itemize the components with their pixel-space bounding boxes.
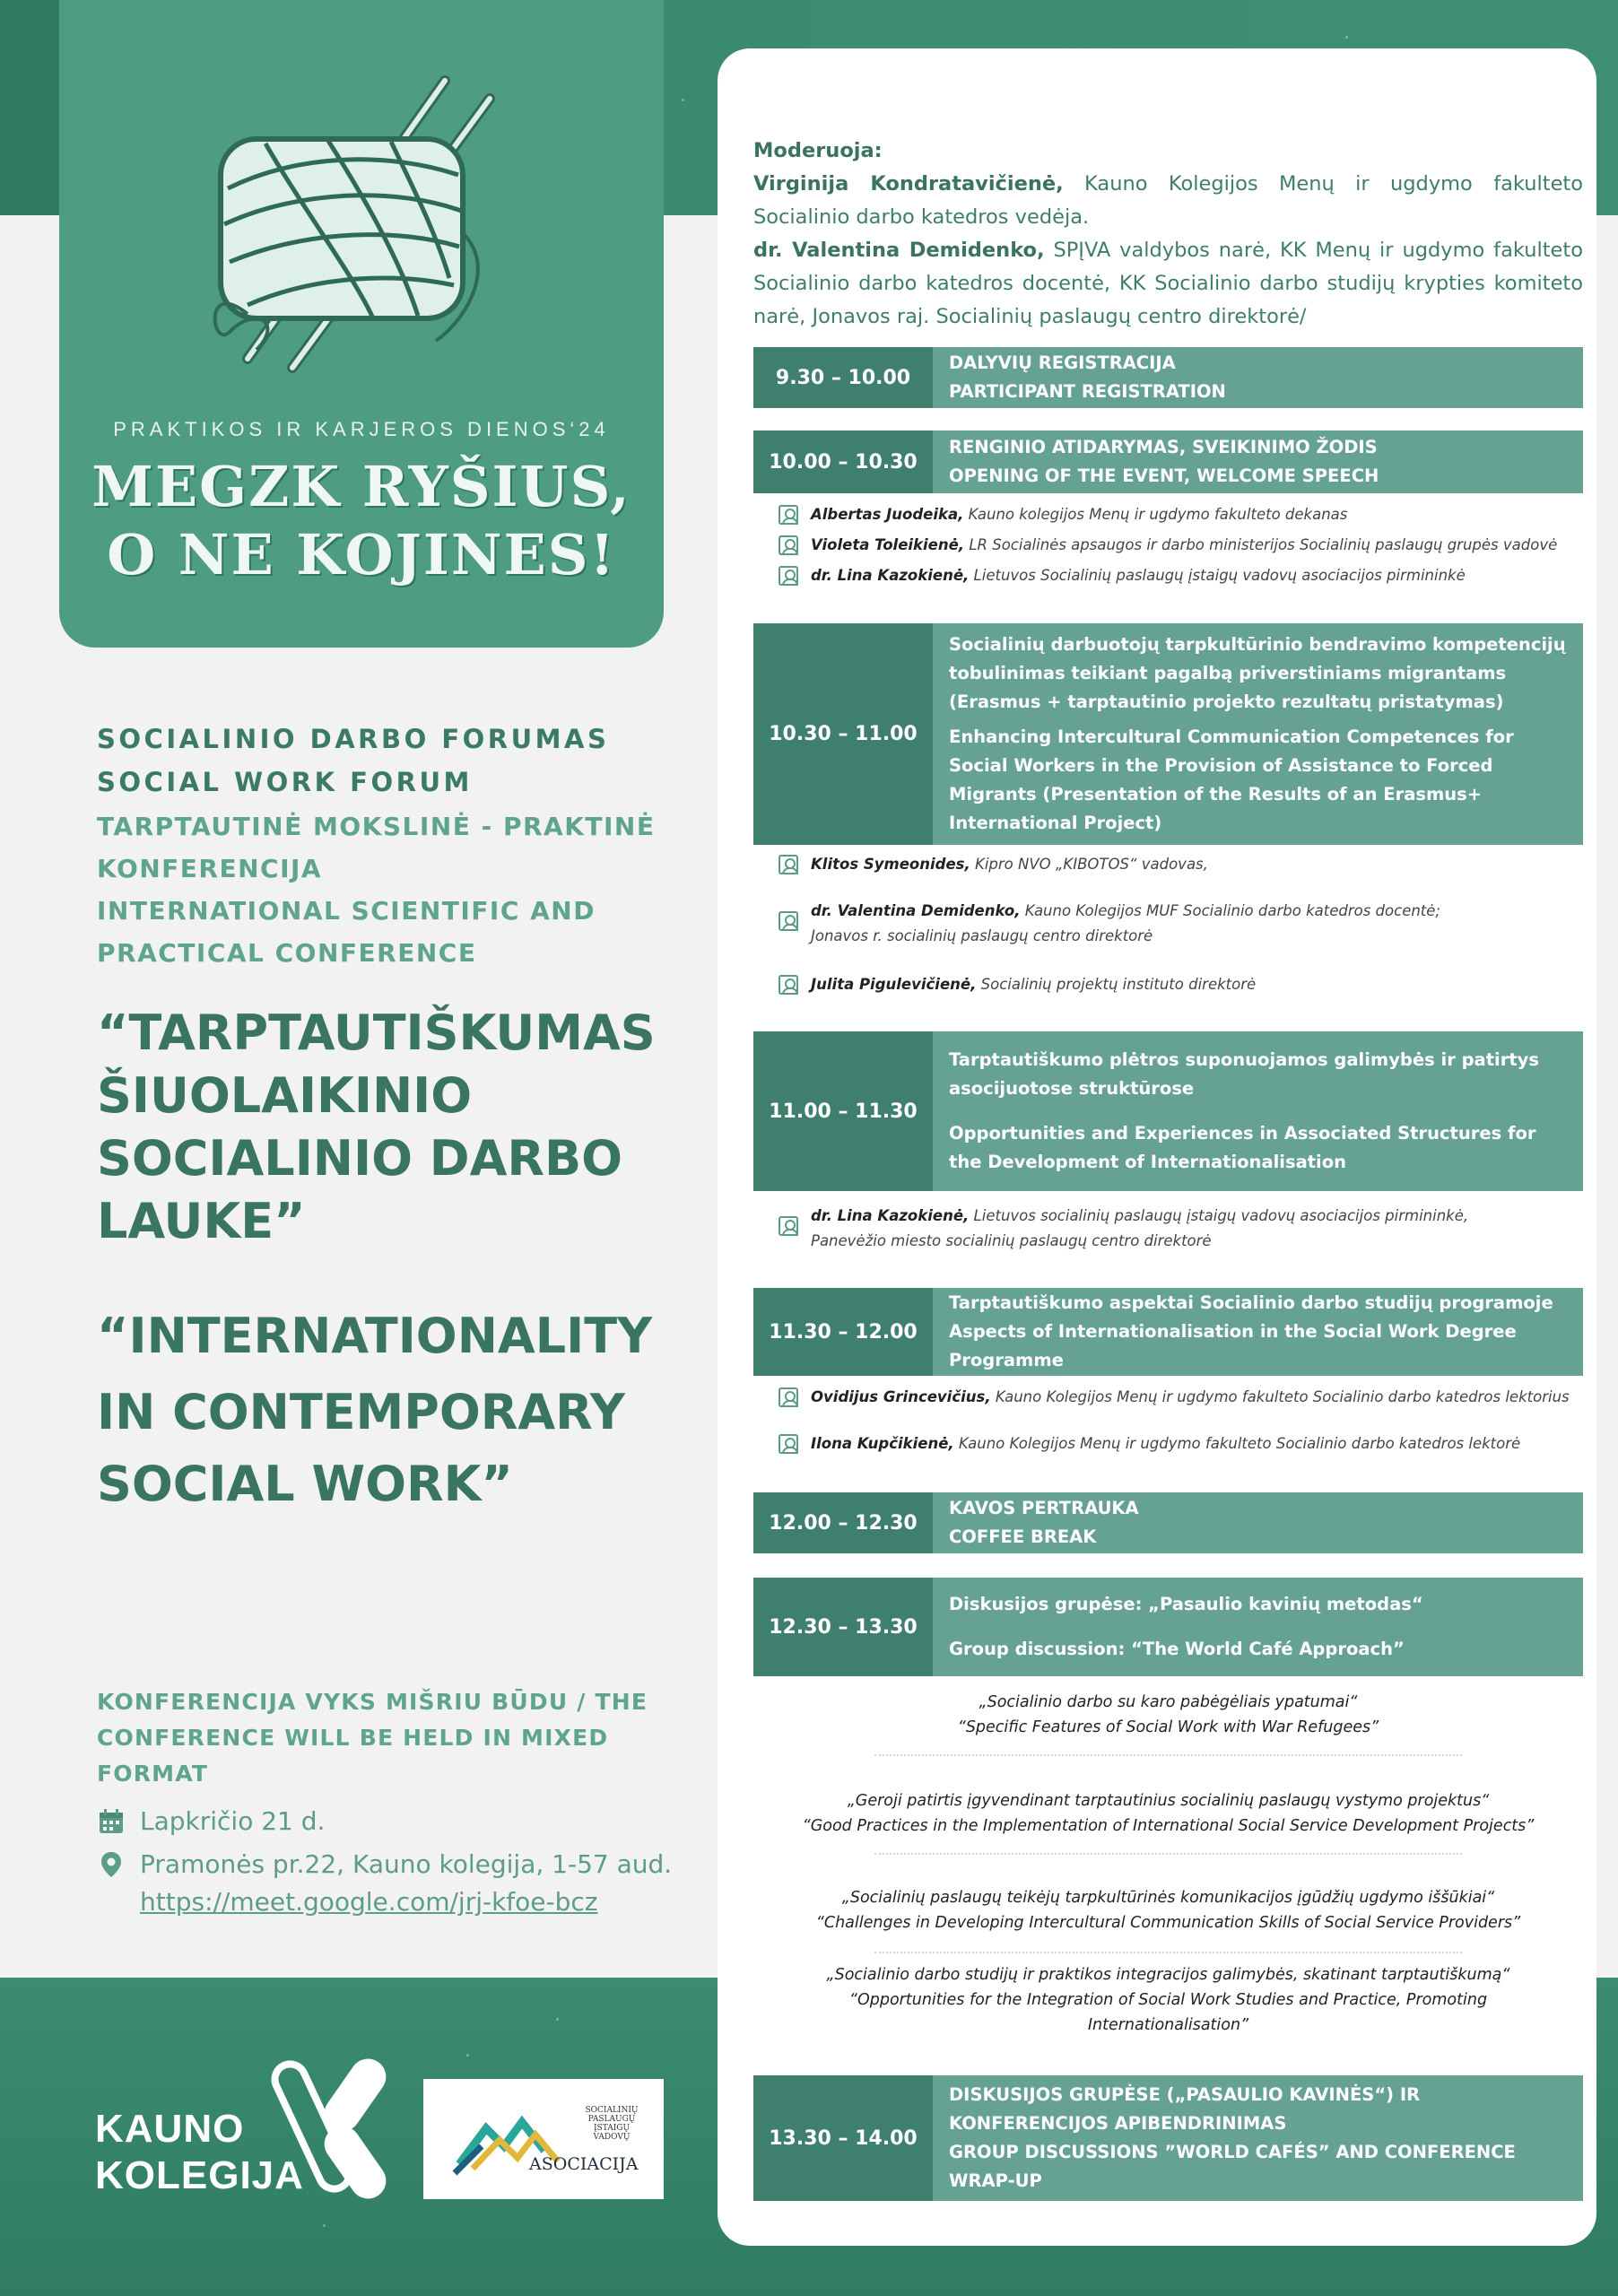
format-line: FORMAT (97, 1761, 209, 1787)
topic-line: SOCIALINIO DARBO (97, 1130, 623, 1187)
speaker-role: LR Socialinės apsaugos ir darbo ministerijos Socialinių paslaugų grupės vadovė (964, 536, 1558, 553)
speaker-role: Kauno Kolegijos Menų ir ugdymo fakulteto Socialinio darbo katedros lektorė (953, 1435, 1521, 1452)
speaker-name: dr. Valentina Demidenko, (811, 902, 1021, 919)
association-name: ASOCIACIJA (529, 2154, 639, 2174)
dotted-separator (874, 1754, 1462, 1756)
program-slot (753, 1031, 1583, 1191)
sparkle-dot (556, 2018, 559, 2021)
slot-title-lt: Tarptautiškumo plėtros suponuojamos galimybės ir patirtys asocijuotose struktūrose (949, 1049, 1539, 1099)
slot-body (933, 1578, 1583, 1676)
location-pin-icon (97, 1850, 126, 1879)
speaker-name: Julita Pigulevičienė, (811, 976, 977, 993)
conference-topic-lt (97, 1002, 671, 1253)
forum-title-lt: SOCIALINIO DARBO FORUMAS (97, 724, 610, 754)
dotted-separator (874, 1952, 1462, 1953)
speaker-name: Albertas Juodeika, (811, 506, 964, 523)
slot-title-en: COFFEE BREAK (949, 1526, 1097, 1547)
speaker-role: Kauno kolegijos Menų ir ugdymo fakulteto dekanas (963, 506, 1348, 523)
slot-title-lt: DALYVIŲ REGISTRACIJA (949, 352, 1176, 373)
speaker-item (779, 899, 1496, 949)
association-logo (423, 2079, 664, 2199)
speaker-role: Lietuvos Socialinių paslaugų įstaigų vadovų asociacijos pirmininkė (969, 567, 1466, 584)
kk-logo-line: KOLEGIJA (95, 2153, 304, 2197)
speaker-item (779, 1385, 1577, 1410)
slot-title-en: OPENING OF THE EVENT, WELCOME SPEECH (949, 465, 1379, 486)
slot-time: 11.00 – 11.30 (753, 1031, 933, 1191)
slogan-line: O NE KOJINES! (107, 522, 616, 587)
topic-line: LAUKE” (97, 1193, 306, 1249)
person-icon (779, 566, 798, 586)
slot-title-en: Opportunities and Experiences in Associated Structures for the Development of Internationalisation (949, 1123, 1536, 1172)
format-line: KONFERENCIJA VYKS MIŠRIU BŪDU / THE (97, 1689, 648, 1715)
speaker-role: Socialinių projektų instituto direktorė (976, 976, 1257, 993)
topic-lt: „Socialinio darbo studijų ir praktikos integracijos galimybės, skatinant tarptautiškumą“ (826, 1966, 1510, 1984)
slot-title-en: PARTICIPANT REGISTRATION (949, 381, 1226, 402)
program-slot (753, 430, 1583, 493)
program-slot (753, 623, 1583, 845)
slot-body (933, 1492, 1583, 1553)
moderators-heading: Moderuoja: (753, 139, 883, 162)
topic-en: “Good Practices in the Implementation of International Social Service Development Projects” (802, 1817, 1535, 1835)
slot-title-lt: Tarptautiškumo aspektai Socialinio darbo studijų programoje (949, 1292, 1553, 1313)
slot-body (933, 1031, 1583, 1191)
speaker-name: Ovidijus Grincevičius, (811, 1388, 991, 1405)
discussion-topic (753, 1885, 1583, 1935)
topic-line: IN CONTEMPORARY (97, 1384, 625, 1440)
person-icon (779, 975, 798, 995)
discussion-topic (753, 1690, 1583, 1740)
conference-type (97, 805, 671, 974)
slot-time: 11.30 – 12.00 (753, 1288, 933, 1376)
slot-body (933, 430, 1583, 493)
conference-format (97, 1684, 671, 1792)
slot-time: 12.00 – 12.30 (753, 1492, 933, 1553)
topic-en: “Opportunities for the Integration of Social Work Studies and Practice, Promoting (848, 1991, 1488, 2009)
discussion-topic (753, 1788, 1583, 1839)
slot-title-lt: DISKUSIJOS GRUPĖSE („PASAULIO KAVINĖS“) IR KONFERENCIJOS APIBENDRINIMAS (949, 2084, 1421, 2134)
calendar-icon (97, 1807, 126, 1836)
kk-logo-line: KAUNO (95, 2107, 245, 2151)
speaker-role: Kauno Kolegijos MUF Socialinio darbo katedros docentė; Jonavos r. socialinių paslaugų centro direktorė (811, 902, 1440, 944)
discussion-topic (753, 1962, 1583, 2038)
sparkle-dot (682, 99, 684, 101)
topic-lt: „Socialinio darbo su karo pabėgėliais ypatumai“ (979, 1693, 1358, 1711)
person-icon (779, 1387, 798, 1407)
person-icon (779, 1434, 798, 1454)
sparkle-dot (1345, 36, 1348, 39)
topic-line: SOCIAL WORK” (97, 1456, 513, 1512)
event-series-title: PRAKTIKOS IR KARJEROS DIENOS‘24 (113, 418, 610, 440)
slot-body (933, 623, 1583, 845)
program-slot (753, 1492, 1583, 1553)
google-meet-link[interactable]: https://meet.google.com/jrj-kfoe-bcz (140, 1887, 598, 1917)
speaker-role: Lietuvos socialinių paslaugų įstaigų vadovų asociacijos pirmininkė, Panevėžio miesto socialinių paslaugų centro direktorė (811, 1207, 1469, 1249)
topic-en: “Specific Features of Social Work with War Refugees” (957, 1718, 1379, 1736)
slot-title-lt: RENGINIO ATIDARYMAS, SVEIKINIMO ŽODIS (949, 437, 1378, 457)
moderator-name: Virginija Kondratavičienė, (753, 172, 1064, 196)
speaker-item (779, 1204, 1523, 1254)
speaker-name: dr. Lina Kazokienė, (811, 1207, 970, 1224)
slot-title-en: Group discussion: “The World Café Approach” (949, 1639, 1405, 1659)
speaker-item (779, 972, 1577, 997)
format-line: CONFERENCE WILL BE HELD IN MIXED (97, 1725, 609, 1751)
speaker-name: Ilona Kupčikienė, (811, 1435, 954, 1452)
event-location: Pramonės pr.22, Kauno kolegija, 1-57 aud. (140, 1849, 673, 1879)
yarn-ball-knitting-needles-icon (194, 54, 535, 395)
slot-title-lt: KAVOS PERTRAUKA (949, 1498, 1139, 1518)
kk-logo-text (95, 2106, 304, 2199)
program-slot (753, 2075, 1583, 2201)
person-icon (779, 911, 798, 931)
speaker-name: dr. Lina Kazokienė, (811, 567, 970, 584)
slot-title-en: GROUP DISCUSSIONS ”WORLD CAFÉS” AND CONFERENCE WRAP-UP (949, 2142, 1516, 2191)
program-slot (753, 347, 1583, 408)
program-slot (753, 1288, 1583, 1376)
program-panel (718, 48, 1596, 2246)
slot-time: 13.30 – 14.00 (753, 2075, 933, 2201)
slot-body (933, 347, 1583, 408)
date-row (97, 1806, 325, 1836)
person-icon (779, 855, 798, 874)
speaker-item (779, 533, 1577, 558)
speaker-item (779, 563, 1577, 588)
association-text-line: SOCIALINIŲ (585, 2106, 639, 2115)
topic-lt: „Socialinių paslaugų teikėjų tarpkultūrinės komunikacijos įgūdžių ugdymo iššūkiai“ (841, 1889, 1495, 1907)
speaker-role: Kipro NVO „KIBOTOS“ vadovas, (970, 856, 1208, 873)
slot-title-lt: Socialinių darbuotojų tarpkultūrinio bendravimo kompetencijų tobulinimas teikiant pagalbą priverstiniams migrantams (Erasmus + tarptautinio projekto rezultatų pristatymas) (949, 634, 1566, 712)
association-text-line: PASLAUGŲ (587, 2115, 636, 2124)
slot-body (933, 2075, 1583, 2201)
topic-en: “Challenges in Developing Intercultural Communication Skills of Social Service Providers” (815, 1914, 1521, 1932)
event-date: Lapkričio 21 d. (140, 1806, 326, 1836)
slot-title-lt: Diskusijos grupėse: „Pasaulio kavinių metodas“ (949, 1594, 1423, 1614)
speaker-item (779, 502, 1577, 527)
forum-title-en: SOCIAL WORK FORUM (97, 767, 473, 797)
header-card (59, 0, 664, 648)
slot-time: 12.30 – 13.30 (753, 1578, 933, 1676)
sparkle-dot (323, 2224, 326, 2227)
moderator-name: dr. Valentina Demidenko, (753, 239, 1045, 262)
person-icon (779, 535, 798, 555)
slot-time: 10.00 – 10.30 (753, 430, 933, 493)
association-text-line: ĮSTAIGŲ (593, 2124, 631, 2133)
slogan-line: MEGZK RYŠIUS, (91, 454, 631, 519)
topic-lt: „Geroji patirtis įgyvendinant tarptautinius socialinių paslaugų vystymo projektus“ (847, 1792, 1490, 1810)
association-small-text (567, 2106, 657, 2142)
conference-type-line: KONFERENCIJA (97, 854, 323, 883)
slot-title-en: Enhancing Intercultural Communication Competences for Social Workers in the Provision of Assistance to Forced Migrants (Presentation of the Results of an Erasmus+ International Project) (949, 726, 1514, 833)
slot-time: 9.30 – 10.00 (753, 347, 933, 408)
person-icon (779, 505, 798, 525)
association-text-line: VADOVŲ (593, 2133, 631, 2142)
person-icon (779, 1216, 798, 1236)
location-row (97, 1849, 672, 1879)
speaker-role: Kauno Kolegijos Menų ir ugdymo fakulteto Socialinio darbo katedros lektorius (990, 1388, 1570, 1405)
conference-type-line: TARPTAUTINĖ MOKSLINĖ - PRAKTINĖ (97, 812, 656, 841)
dotted-separator (874, 1853, 1462, 1855)
topic-line: “TARPTAUTIŠKUMAS (97, 1004, 656, 1061)
speaker-item (779, 1431, 1577, 1457)
topic-line: ŠIUOLAIKINIO (97, 1067, 473, 1124)
speaker-item (779, 852, 1577, 877)
topic-line: “INTERNATIONALITY (97, 1308, 653, 1364)
topic-en: Internationalisation” (1087, 2016, 1249, 2034)
conference-type-line: INTERNATIONAL SCIENTIFIC AND (97, 896, 596, 926)
forum-title (97, 718, 671, 804)
slot-body (933, 1288, 1583, 1376)
conference-topic-en (97, 1300, 671, 1516)
program-slot (753, 1578, 1583, 1676)
slot-time: 10.30 – 11.00 (753, 623, 933, 845)
speaker-name: Violeta Toleikienė, (811, 536, 965, 553)
event-slogan (59, 453, 664, 589)
moderator-role: SPĮVA valdybos narė, KK Menų ir ugdymo fakulteto Socialinio darbo katedros docentė, KK Socialinio darbo studijų krypties komiteto narė, Jonavos raj. Socialinių paslaugų centro direktorė/ (753, 239, 1583, 328)
speaker-name: Klitos Symeonides, (811, 856, 970, 873)
slot-title-en: Aspects of Internationalisation in the Social Work Degree Programme (949, 1321, 1517, 1370)
moderator-role: Kauno Kolegijos Menų ir ugdymo fakulteto Socialinio darbo katedros vedėja. (753, 172, 1583, 229)
conference-type-line: PRACTICAL CONFERENCE (97, 938, 477, 968)
moderators-block (753, 135, 1583, 334)
